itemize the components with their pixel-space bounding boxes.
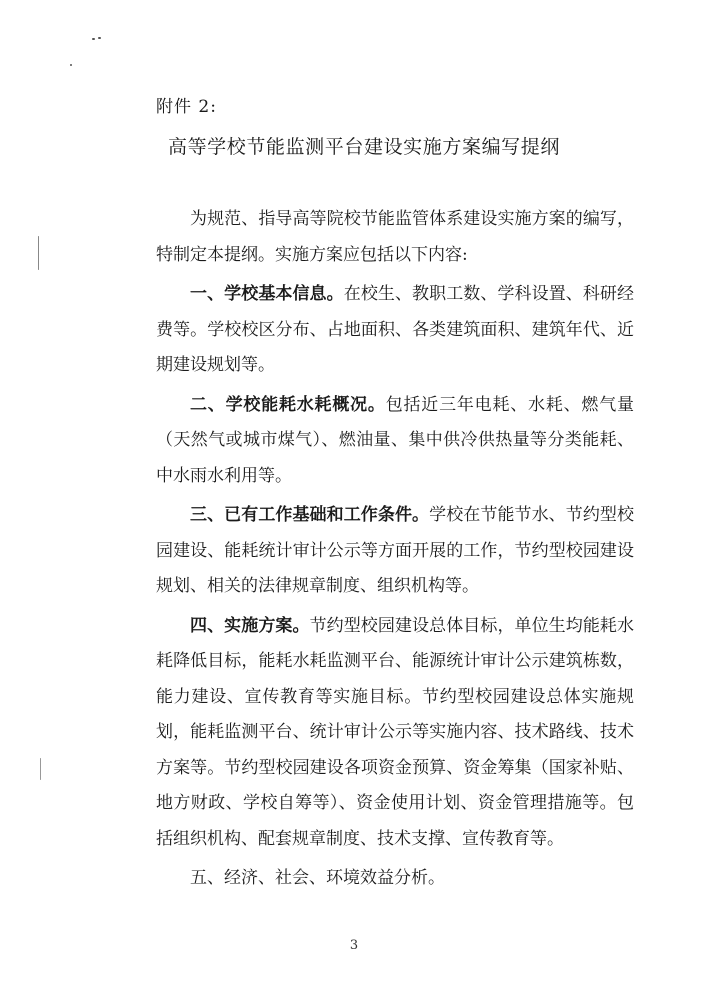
section-heading: 二、学校能耗水耗概况。 [190,394,386,415]
document-title: 高等学校节能监测平台建设实施方案编写提纲 [167,136,560,158]
section-paragraph [156,861,634,897]
section-text: 包括近三年电耗、水耗、燃气量（天然气或城市煤气）、燃油量、集中供冷供热量等分类能耗、中水雨水利用等。 [156,394,635,486]
document-body [156,202,634,901]
scan-speck [98,37,101,39]
scan-speck [38,236,39,270]
section-heading: 四、实施方案。 [190,615,310,636]
section-heading: 一、学校基本信息。 [190,284,344,304]
section-paragraph [156,498,634,605]
scan-speck [70,64,72,66]
section-paragraph [156,277,634,384]
attachment-label: 附件 2: [156,97,217,117]
scan-speck [40,758,41,780]
section-paragraph [156,609,634,858]
scan-speck [92,38,95,40]
section-text: 五、经济、社会、环境效益分析。 [190,868,445,888]
section-text: 节约型校园建设总体目标，单位生均能耗水耗降低目标，能耗水耗监测平台、能源统计审计公示建筑栋数，能力建设、宣传教育等实施目标。节约型校园建设总体实施规划，能耗监测平台、统计审计公示等实施内容、技术路线、技术方案等。节约型校园建设各项资金预算、资金筹集（国家补贴、地方财政、学校自筹等）、资金使用计划、资金管理措施等。包括组织机构、配套规章制度、技术支撑、宣传教育等。 [156,615,635,849]
section-heading: 三、已有工作基础和工作条件。 [190,505,430,525]
intro-paragraph: 为规范、指导高等院校节能监管体系建设实施方案的编写，特制定本提纲。实施方案应包括以下内容: [156,209,634,265]
section-paragraph [156,388,634,495]
section-text: 在校生、教职工数、学科设置、科研经费等。学校校区分布、占地面积、各类建筑面积、建筑年代、近期建设规划等。 [156,284,635,375]
section-text: 学校在节能节水、节约型校园建设、能耗统计审计公示等方面开展的工作，节约型校园建设规划、相关的法律规章制度、组织机构等。 [156,505,635,596]
page-number: 3 [349,938,359,953]
